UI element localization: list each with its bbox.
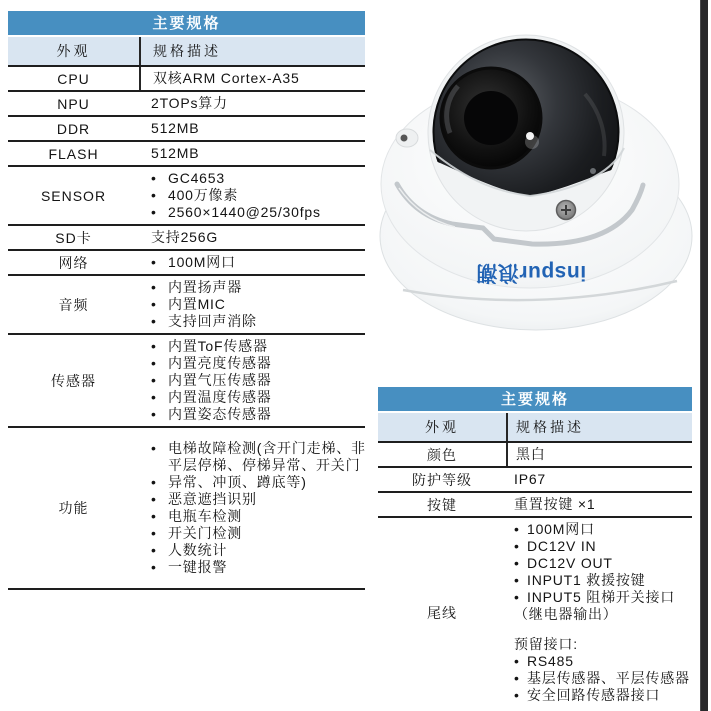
bullet-icon: • — [151, 372, 157, 388]
spec-text: 平层停梯、停梯异常、开关门 — [168, 457, 361, 473]
spec-line — [514, 606, 690, 623]
spec-value — [139, 276, 365, 333]
spec-value — [506, 518, 692, 707]
table-title: 主要规格 — [378, 387, 692, 413]
spec-line — [151, 559, 363, 576]
spec-label: 功能 — [58, 500, 89, 516]
left-spec-table — [8, 11, 365, 590]
spec-value — [139, 428, 365, 588]
spec-row — [378, 441, 692, 466]
spec-line — [151, 254, 363, 271]
page-edge-strip — [700, 0, 708, 711]
bullet-icon: • — [151, 204, 157, 220]
spec-text: 内置温度传感器 — [168, 389, 272, 405]
spec-value — [506, 493, 692, 516]
spec-line — [151, 338, 363, 355]
spec-line — [514, 471, 690, 488]
bullet-icon: • — [151, 187, 157, 203]
spec-line — [151, 120, 363, 137]
spec-line — [151, 372, 363, 389]
bullet-icon: • — [151, 389, 157, 405]
spec-line — [514, 589, 690, 606]
spec-text: 内置MIC — [168, 296, 226, 312]
spec-label: 防护等级 — [412, 471, 472, 488]
bullet-icon: • — [151, 474, 157, 490]
col-header-appearance: 外观 — [425, 419, 459, 435]
spec-line — [151, 508, 363, 525]
spec-text: 100M网口 — [527, 521, 595, 537]
spec-line — [151, 525, 363, 542]
spec-value — [139, 142, 365, 165]
spec-label: 尾线 — [427, 604, 457, 621]
spec-text: 内置亮度传感器 — [168, 355, 272, 371]
spec-line — [151, 170, 363, 187]
spec-text: 内置扬声器 — [168, 279, 242, 295]
spec-text: GC4653 — [168, 170, 225, 186]
spec-text: 安全回路传感器接口 — [527, 687, 661, 703]
bullet-icon: • — [514, 653, 520, 669]
spec-label: FLASH — [48, 145, 99, 162]
bullet-icon: • — [514, 555, 520, 571]
spec-line — [514, 555, 690, 572]
bullet-icon: • — [151, 406, 157, 422]
spec-line — [514, 636, 690, 653]
spec-row — [378, 466, 692, 491]
bullet-icon: • — [151, 525, 157, 541]
bullet-icon: • — [151, 254, 157, 270]
bullet-icon: • — [514, 687, 520, 703]
spec-line — [514, 670, 690, 687]
spec-text: 黑白 — [516, 446, 546, 462]
table-subheader — [8, 37, 365, 65]
spec-text: 双核ARM Cortex-A35 — [153, 70, 300, 86]
spec-text: DC12V OUT — [527, 555, 613, 571]
spec-value — [506, 443, 692, 466]
spec-row — [8, 224, 365, 249]
spec-line — [514, 521, 690, 538]
bullet-icon: • — [151, 440, 157, 456]
bullet-icon: • — [514, 589, 520, 605]
spec-row — [8, 115, 365, 140]
spec-row — [8, 333, 365, 426]
spec-label: 音频 — [58, 296, 89, 313]
bullet-icon: • — [151, 338, 157, 354]
bullet-icon: • — [514, 572, 520, 588]
spec-line — [514, 653, 690, 670]
bullet-icon: • — [151, 355, 157, 371]
spec-value — [139, 92, 365, 115]
bullet-icon: • — [151, 542, 157, 558]
spec-label: CPU — [57, 70, 90, 87]
spec-row — [8, 274, 365, 333]
spec-row — [8, 426, 365, 588]
table-subheader — [378, 413, 692, 441]
spec-value — [139, 335, 365, 426]
spec-value — [139, 67, 365, 90]
spec-label: 按键 — [427, 496, 457, 513]
spec-row — [378, 491, 692, 516]
bullet-icon: • — [151, 170, 157, 186]
spec-text: 内置气压传感器 — [168, 372, 272, 388]
spec-text: 512MB — [151, 120, 200, 136]
product-photo — [380, 38, 698, 346]
spec-line — [151, 279, 363, 296]
spec-row — [8, 65, 365, 90]
spec-text: 内置ToF传感器 — [168, 338, 268, 354]
spec-line — [514, 538, 690, 555]
spec-text: 基层传感器、平层传感器 — [527, 670, 690, 686]
bullet-icon: • — [151, 296, 157, 312]
spec-row — [8, 249, 365, 274]
spec-line — [151, 204, 363, 221]
spec-row — [8, 140, 365, 165]
brand-logo: inspur浪潮 — [475, 261, 587, 284]
spec-text: 人数统计 — [168, 542, 228, 558]
spec-text: 重置按键 ×1 — [514, 496, 596, 512]
spec-label: NPU — [57, 95, 90, 112]
spec-text: 异常、冲顶、蹲底等) — [168, 474, 307, 490]
spec-row — [378, 516, 692, 707]
bullet-icon: • — [151, 491, 157, 507]
table-rows — [378, 441, 692, 707]
spec-text: DC12V IN — [527, 538, 597, 554]
col-header-description: 规格描述 — [139, 37, 365, 65]
spec-text: 400万像素 — [168, 187, 239, 203]
table-title: 主要规格 — [8, 11, 365, 37]
spec-line — [516, 446, 690, 463]
spec-text: RS485 — [527, 653, 574, 669]
spec-value — [139, 167, 365, 224]
bullet-icon: • — [151, 559, 157, 575]
spec-line — [151, 491, 363, 508]
spec-label: 传感器 — [51, 372, 96, 389]
bullet-icon: • — [151, 508, 157, 524]
spec-text: 电梯故障检测(含开门走梯、非 — [168, 440, 366, 456]
spec-text: 100M网口 — [168, 254, 236, 270]
spec-line — [151, 389, 363, 406]
bullet-icon: • — [514, 521, 520, 537]
spec-label: SD卡 — [55, 229, 92, 246]
spec-label: 颜色 — [427, 446, 457, 463]
spec-value — [139, 251, 365, 274]
spec-line — [151, 355, 363, 372]
spec-label: SENSOR — [40, 187, 107, 204]
spec-text: 支持回声消除 — [168, 313, 257, 329]
spec-value — [139, 226, 365, 249]
spec-text: INPUT1 救援按键 — [527, 572, 646, 588]
spec-line — [151, 229, 363, 246]
spec-text: 一键报警 — [168, 559, 228, 575]
right-spec-table — [378, 387, 692, 707]
spec-line — [514, 623, 690, 636]
side-screw — [401, 135, 408, 142]
spec-text: （继电器输出） — [514, 606, 618, 622]
spec-line — [151, 474, 363, 491]
bullet-icon: • — [514, 538, 520, 554]
spec-text: 内置姿态传感器 — [168, 406, 272, 422]
spec-row — [8, 90, 365, 115]
spec-text: 预留接口: — [514, 636, 578, 652]
spec-line — [151, 313, 363, 330]
spec-line — [151, 440, 366, 457]
spec-label: 网络 — [58, 254, 89, 271]
spec-text: 2560×1440@25/30fps — [168, 204, 321, 220]
spec-text: 恶意遮挡识别 — [168, 491, 257, 507]
col-header-appearance: 外观 — [56, 43, 91, 59]
spec-text: 2TOPs算力 — [151, 95, 228, 111]
spec-line — [151, 542, 363, 559]
spec-value — [506, 468, 692, 491]
spec-line — [151, 406, 363, 423]
spec-text: 512MB — [151, 145, 200, 161]
spec-label: DDR — [56, 120, 91, 137]
bullet-icon: • — [514, 670, 520, 686]
spec-text: IP67 — [514, 471, 546, 487]
spec-line — [514, 687, 690, 704]
spec-line — [151, 145, 363, 162]
spec-line — [151, 95, 363, 112]
spec-text: 支持256G — [151, 229, 219, 245]
col-header-description: 规格描述 — [506, 413, 692, 441]
spec-text: 开关门检测 — [168, 525, 242, 541]
table-rows — [8, 65, 365, 590]
spec-text: INPUT5 阻梯开关接口 — [527, 589, 676, 605]
spec-text: 电瓶车检测 — [168, 508, 242, 524]
spec-value — [139, 117, 365, 140]
front-screw — [557, 201, 576, 220]
spec-line — [514, 572, 690, 589]
spec-line — [153, 70, 363, 87]
bullet-icon: • — [151, 279, 157, 295]
spec-line — [151, 187, 363, 204]
spec-line — [514, 496, 690, 513]
spec-row — [8, 165, 365, 224]
spec-line — [151, 457, 363, 474]
spec-line — [151, 296, 363, 313]
bullet-icon: • — [151, 313, 157, 329]
